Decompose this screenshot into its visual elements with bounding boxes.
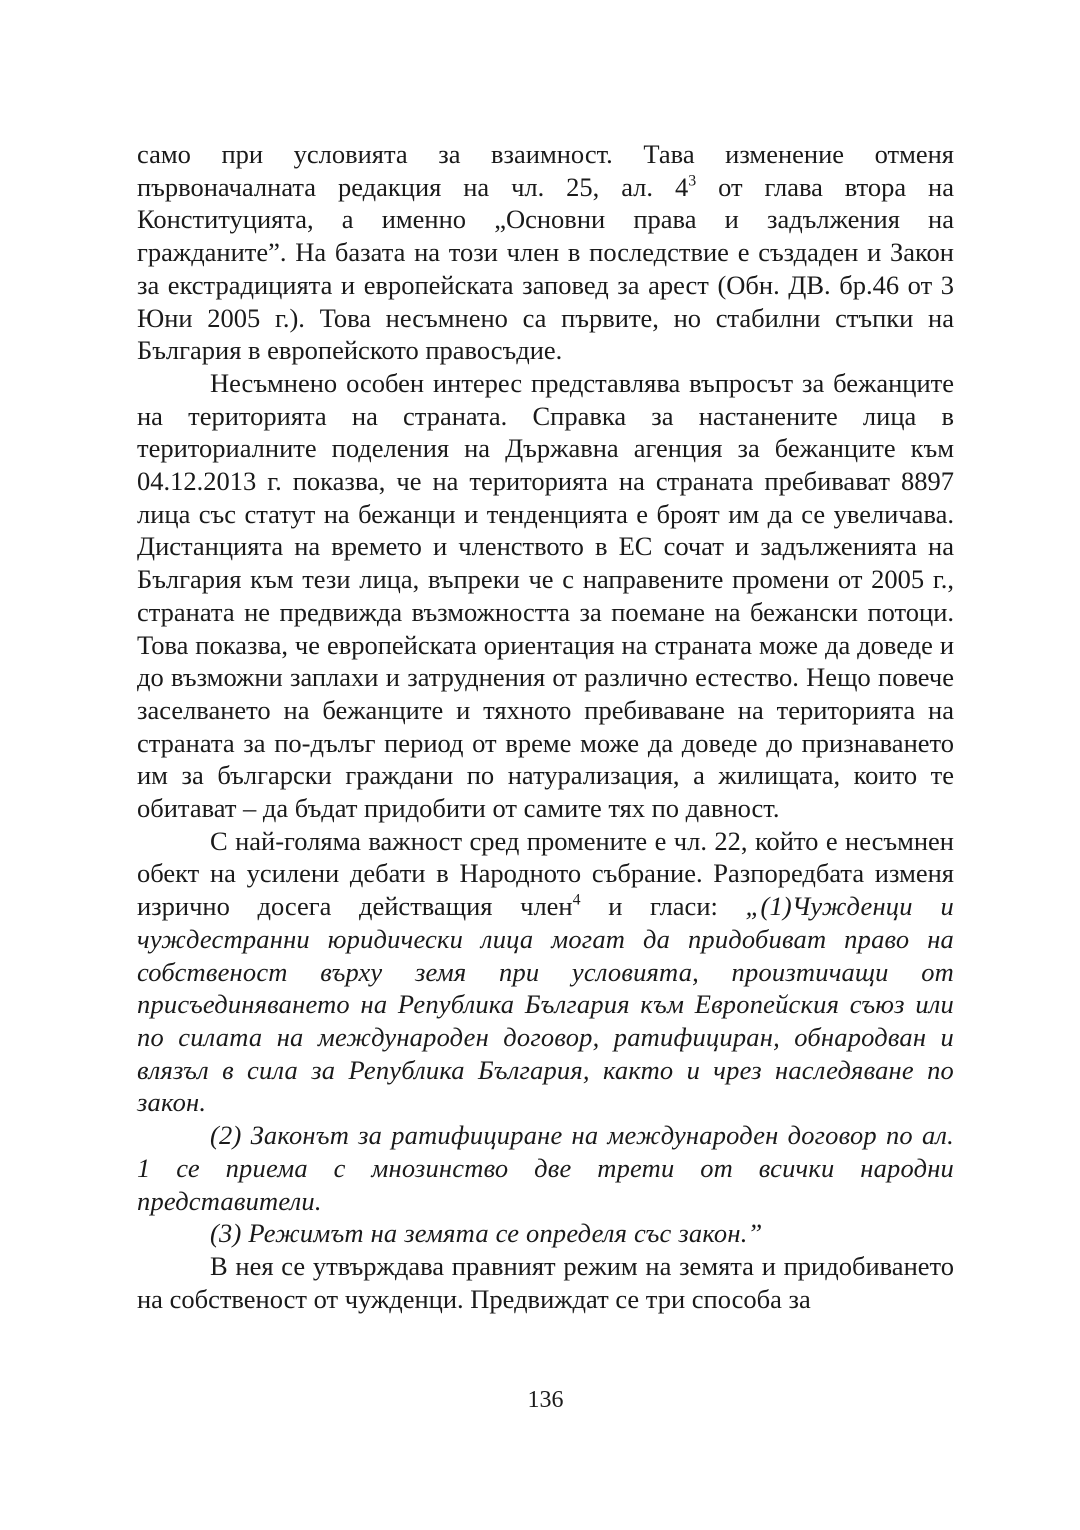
document-page <box>137 138 954 1458</box>
paragraph-1 <box>137 138 954 367</box>
quoted-article-para-2: (2) Законът за ратифициране на международен договор по ал. 1 се приема с мнозинство две трети от всички народни представители. <box>137 1120 954 1216</box>
quoted-article-para-3: (3) Режимът на земята се определя със закон.” <box>210 1218 763 1249</box>
footnote-ref-3: 3 <box>688 172 697 190</box>
paragraph-3-text-cont: и гласи: <box>580 891 746 922</box>
paragraph-6: В нея се утвърждава правният режим на земята и придобиването на собственост от чужденци. Предвиждат се три способа за <box>137 1250 954 1314</box>
paragraph-3 <box>137 825 954 1119</box>
page-number: 136 <box>527 1387 564 1413</box>
paragraph-1-text-cont: от глава втора на Конституцията, а именно „Основни права и задължения на гражданите”. На базата на този член в последствие е създаден и Закон за екстрадицията и европейската заповед за арест (Обн. ДВ. бр.46 от 3 Юни 2005 г.). Това несъмнено са първите, но стабилни стъпки на България в европейското правосъдие. <box>137 171 954 366</box>
footnote-ref-4: 4 <box>572 891 581 909</box>
paragraph-3-text: С най-голяма важност сред промените е чл. 22, който е несъмнен обект на усилени дебати в Народното събрание. Разпоредбата изменя изрично досега действащия член <box>137 825 954 922</box>
paragraph-1-text: само при условията за взаимност. Тава изменение отменя първоначалната редакция на чл. 25, ал. 4 <box>137 139 954 202</box>
paragraph-2: Несъмнено особен интерес представлява въпросът за бежанците на територията на страната. Справка за настанените лица в териториалните поделения на Държавна агенция за бежанците към 04.12.2013 г. показва, че на територията на страната пребивават 8897 лица със статут на бежанци и тенденцията е броят им да се увеличава. Дистанцията на времето и членството в ЕС сочат и задълженията на България към тези лица, въпреки че с направените промени от 2005 г., страната не предвижда възможността за поемане на бежански потоци. Това показва, че европейската ориентация на страната може да доведе и до възможни заплахи и затруднения от различно естество. Нещо повече заселването на бежанците и тяхното пребиваване на територията на страната за по-дълъг период от време може да доведе до признаването им за български граждани по натурализация, а жилищата, които те обитават – да бъдат придобити от самите тях по давност. <box>137 367 954 824</box>
quoted-article-para-1: „(1)Чужденци и чуждестранни юридически лица могат да придобиват право на собственост върху земя при условията, произтичащи от присъединяването на Република България към Европейския съюз или по силата на международен договор, ратифициран, обнародван и влязъл в сила за Република България, както и чрез наследяване по закон. <box>137 891 954 1118</box>
body-text <box>137 138 954 1315</box>
